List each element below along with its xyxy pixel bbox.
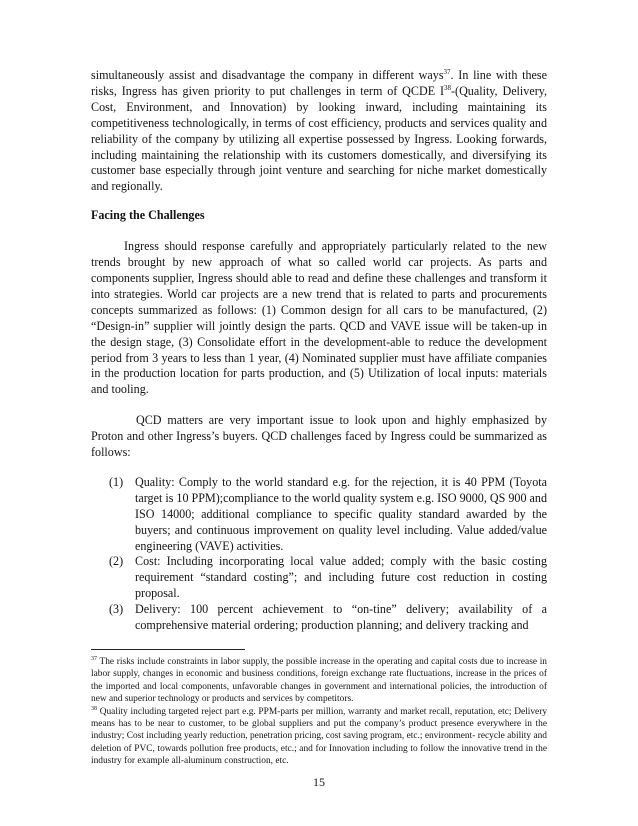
list-item: [109, 602, 547, 634]
list-item-number: (1): [109, 474, 124, 489]
page-content: [91, 68, 547, 768]
footnote-text: The risks include constraints in labor supply, the possible increase in the operating and capital costs due to increase in labor supply, changes in economic and business conditions, foreign exchange rate fluctuations, increase in the prices of the imported and local components, unfavorable changes in government and international policies, the introduction of new and superior technology or products and services by competitors.: [91, 657, 547, 705]
qcd-list: [91, 475, 547, 634]
footnote-number: 38: [91, 705, 97, 712]
section-heading: Facing the Challenges: [91, 208, 205, 223]
paragraph-risks-part-a: simultaneously assist and disadvantage the company in different ways: [91, 68, 444, 82]
list-item-number: (3): [109, 602, 124, 617]
footnote-ref-37[interactable]: 37: [443, 67, 451, 76]
paragraph-risks-part-c: -(Quality, Delivery, Cost, Environment, and Innovation) by looking inward, including maintaining its competitiveness technologically, in terms of cost efficiency, products and services quality and reliability of the company by utilizing all expertise possessed by Ingress. Looking forwards, including maintaining the relationship with its customers domestically, and diversifying its customer base especially through joint venture and searching for niche market domestically and regionally.: [91, 83, 548, 194]
paragraph-qcd: QCD matters are very important issue to look upon and highly emphasized by Proton and other Ingress’s buyers. QCD challenges faced by Ingress could be summarized as follows:: [91, 413, 547, 460]
footnote-text: Quality including targeted reject part e.g. PPM-parts per million, warranty and market recall, reputation, etc; Delivery means has to be near to customer, to be global suppliers and put the company’s product presence everywhere in the industry; Cost including yearly reduction, penetration pricing, cost saving program, etc.; environment- recycle ability and deletion of PVC, towards pollution free products, etc.; and for Innovation including to follow the innovative trend in the industry for example all-aluminum construction, etc.: [91, 706, 548, 767]
footnote-number: 37: [91, 655, 97, 662]
list-item: [109, 554, 547, 602]
footnote-38: [91, 706, 547, 768]
footnote-ref-38[interactable]: 38: [444, 83, 452, 92]
page-number: 15: [313, 775, 325, 789]
footnote-37: [91, 656, 547, 706]
list-item-text: Delivery: 100 percent achievement to “on-tine” delivery; availability of a comprehensive material ordering; production planning; and delivery tracking and: [135, 602, 547, 633]
list-item-text: Cost: Including incorporating local value added; comply with the basic costing requirement “standard costing”; and including future cost reduction in costing proposal.: [135, 554, 547, 601]
list-item-number: (2): [109, 554, 124, 569]
list-item: [109, 475, 547, 555]
paragraph-world-car: Ingress should response carefully and appropriately particularly related to the new trends brought by new approach of what so called world car projects. As parts and components supplier, Ingress should able to read and define these challenges and transform it into strategies. World car projects are a new trend that is related to parts and procurements concepts summarized as follows: (1) Common design for all cars to be manufactured, (2) “Design-in” supplier will jointly design the parts. QCD and VAVE issue will be taken-up in the design stage, (3) Consolidate effort in the development-able to reduce the development period from 3 years to less than 1 year, (4) Nominated supplier must have affiliate companies in the production location for parts production, and (5) Utilization of local inputs: materials and tooling.: [91, 239, 547, 397]
footnote-divider: [91, 649, 245, 650]
list-item-text: Quality: Comply to the world standard e.g. for the rejection, it is 40 PPM (Toyota target is 10 PPM);compliance to the world quality system e.g. ISO 9000, QS 900 and ISO 14000; additional compliance to specific quality standard awarded by the buyers; and continuous improvement on quality level including. Value added/value engineering (VAVE) activities.: [135, 474, 547, 553]
paragraph-risks: [91, 68, 547, 195]
paragraph-risks-part-b: . In line with these risks, Ingress has given priority to put challenges in term of QCDE I: [91, 68, 547, 98]
